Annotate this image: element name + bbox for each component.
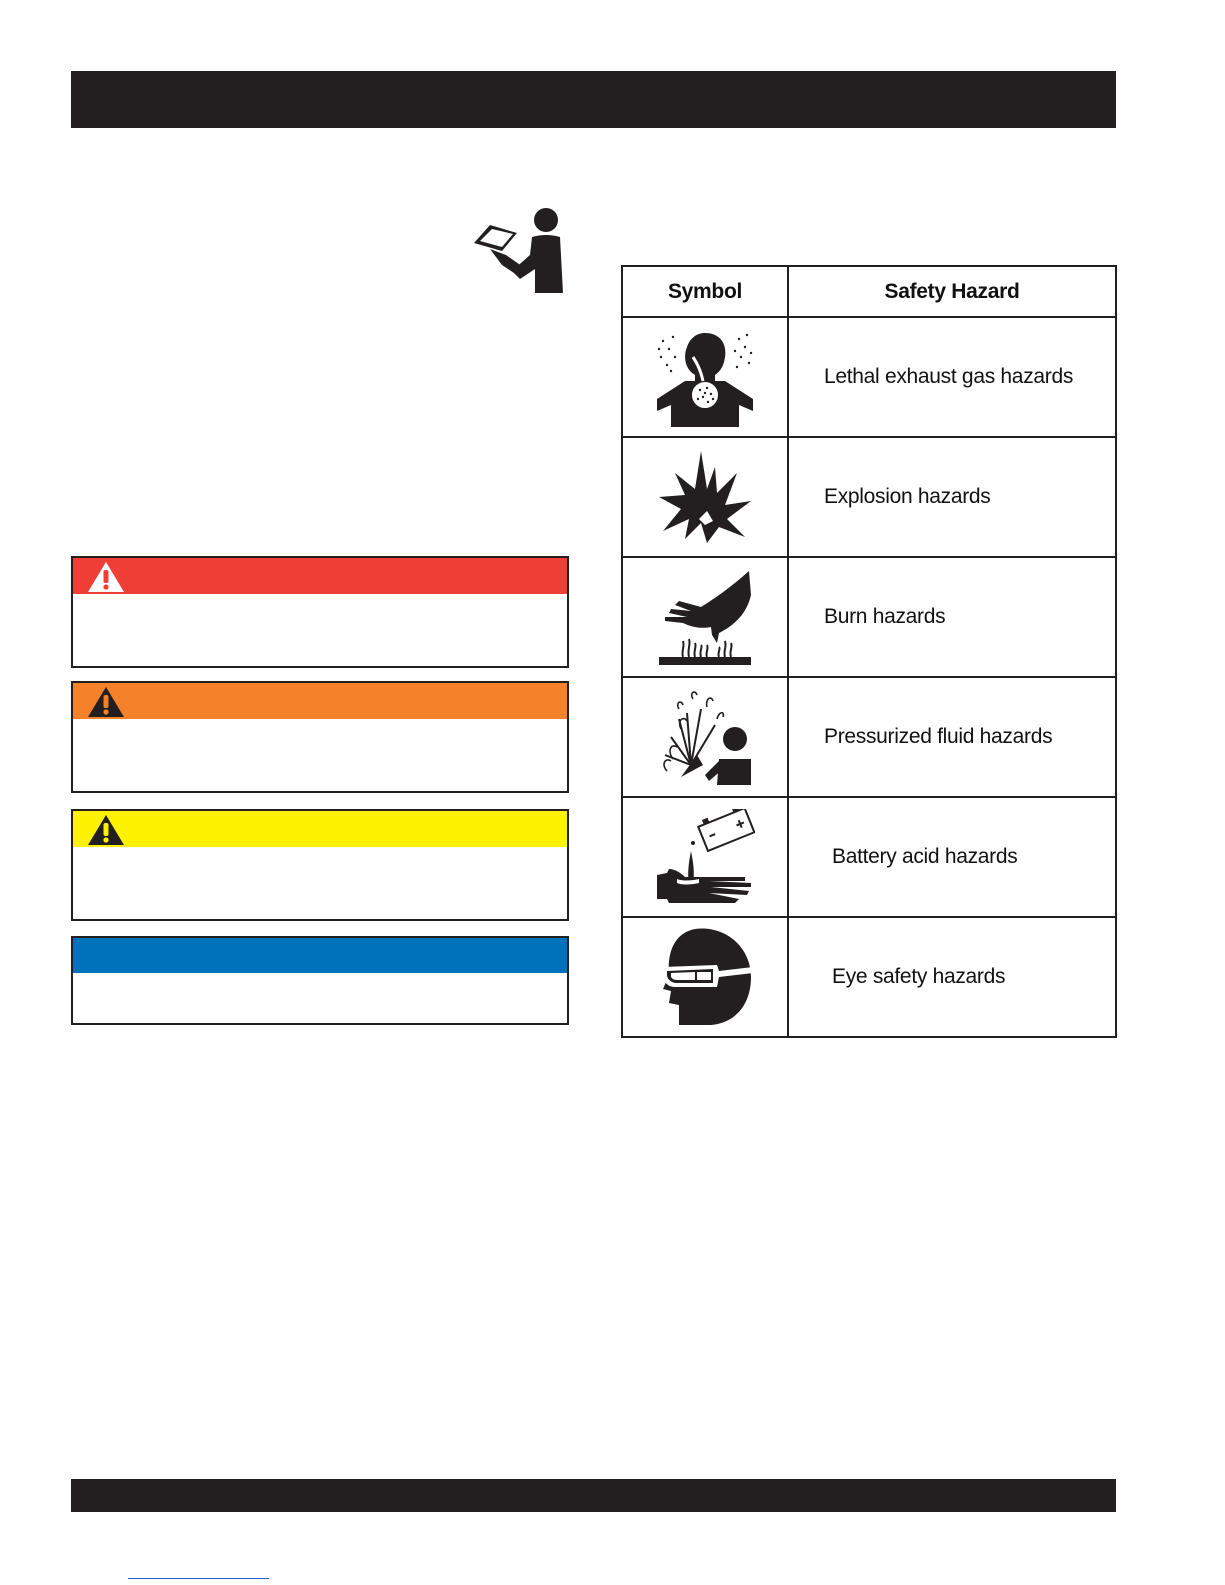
warning-signal-box	[71, 681, 569, 793]
notice-signal-box	[71, 936, 569, 1025]
warning-header	[73, 683, 567, 719]
alert-triangle-icon	[87, 561, 125, 593]
alert-triangle-icon	[87, 686, 125, 718]
burn-hand-icon	[657, 569, 753, 665]
table-row	[622, 557, 1116, 677]
caution-header	[73, 811, 567, 847]
hazard-label: Eye safety hazards	[832, 965, 1006, 988]
table-row	[622, 677, 1116, 797]
hazard-label: Explosion hazards	[824, 485, 991, 508]
eye-safety-icon	[655, 927, 755, 1027]
table-header-row	[622, 266, 1116, 317]
danger-signal-box	[71, 556, 569, 668]
exhaust-gas-icon	[655, 327, 755, 427]
table-row	[622, 437, 1116, 557]
hazard-label: Lethal exhaust gas hazards	[824, 365, 1074, 388]
caution-signal-box	[71, 809, 569, 921]
footer-bar	[71, 1479, 1116, 1512]
symbol-column-header: Symbol	[622, 266, 788, 317]
alert-triangle-icon	[87, 814, 125, 846]
bottom-link-rule	[128, 1578, 269, 1579]
hazard-column-header: Safety Hazard	[788, 266, 1116, 317]
table-row	[622, 797, 1116, 917]
header-bar	[71, 71, 1116, 128]
safety-hazard-table	[621, 265, 1117, 1038]
battery-acid-icon	[655, 809, 755, 905]
hazard-label: Burn hazards	[824, 605, 946, 628]
read-manual-icon	[472, 207, 570, 293]
hazard-label: Battery acid hazards	[832, 845, 1018, 868]
notice-header	[73, 938, 567, 973]
explosion-icon	[657, 449, 753, 545]
pressurized-fluid-icon	[657, 689, 753, 785]
hazard-label: Pressurized fluid hazards	[824, 725, 1053, 748]
danger-header	[73, 558, 567, 594]
table-row	[622, 917, 1116, 1037]
table-row	[622, 317, 1116, 437]
